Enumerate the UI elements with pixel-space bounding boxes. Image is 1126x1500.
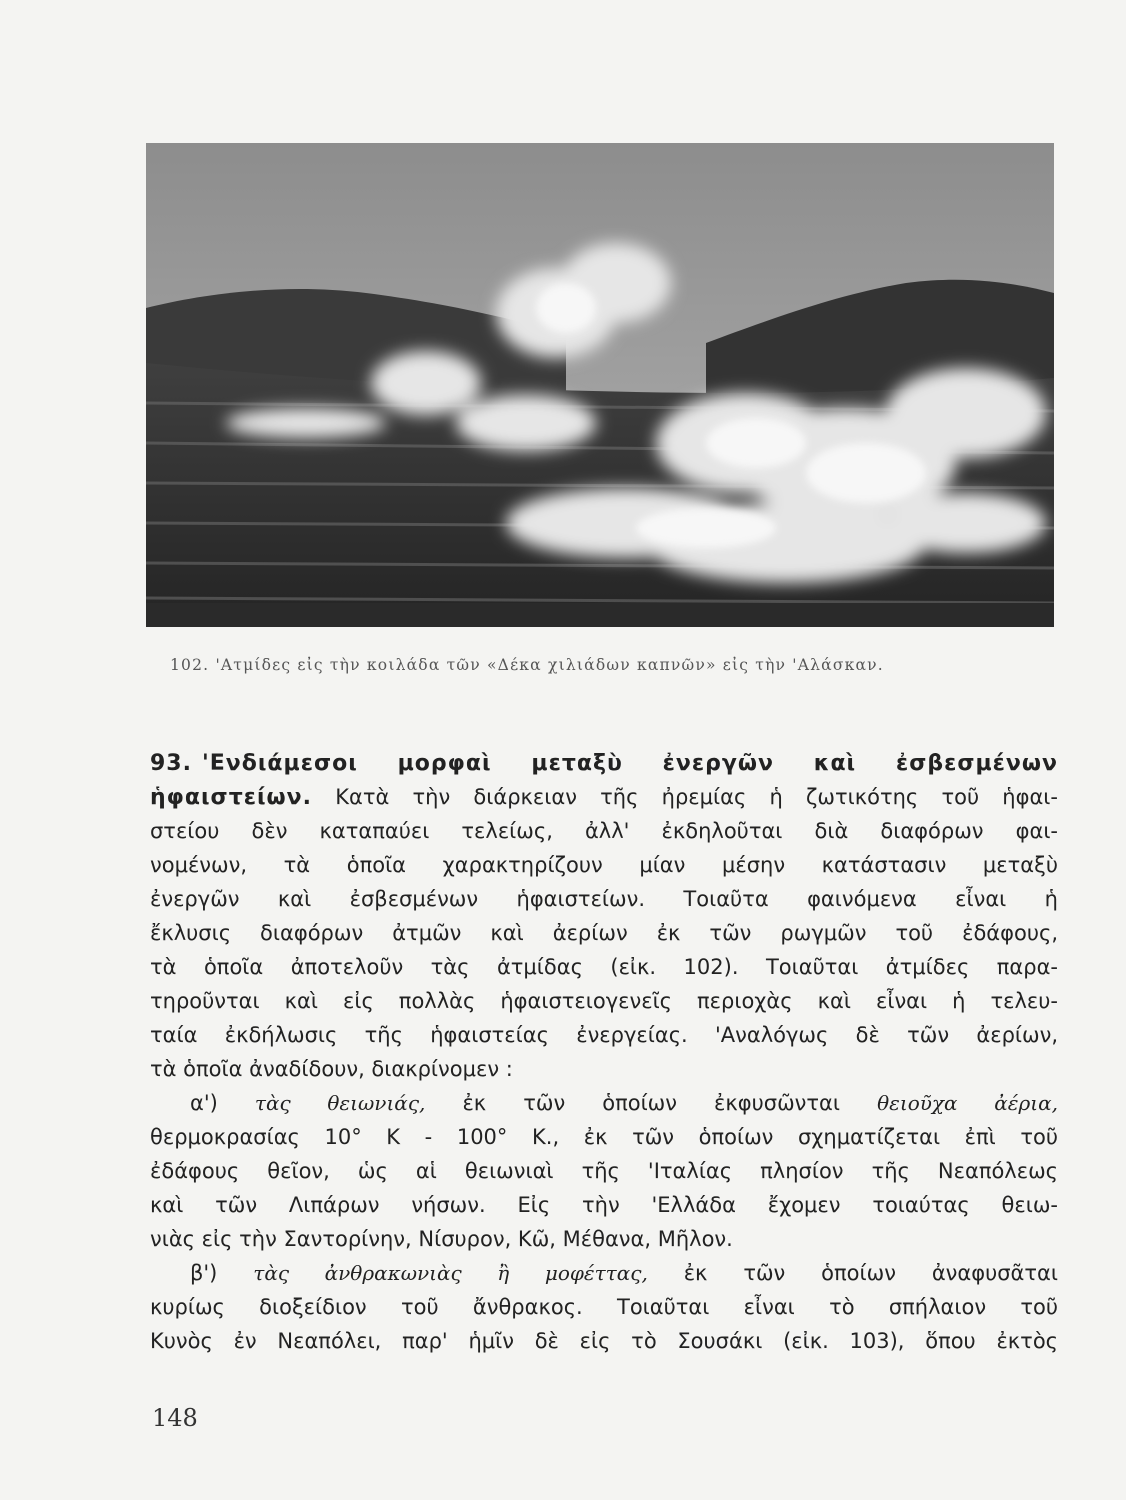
paragraph-start: Κατὰ τὴν διάρκειαν τῆς ἠρεμίας ἡ ζωτικότης τοῦ ἡφαι- xyxy=(335,785,1058,809)
list-item-a xyxy=(150,1086,1058,1120)
paragraph-line: τὰ ὁποῖα ἀναδίδουν, διακρίνομεν : xyxy=(150,1057,513,1081)
paragraph-line: ἔκλυσις διαφόρων ἀτμῶν καὶ ἀερίων ἐκ τῶν ρωγμῶν τοῦ ἐδάφους, xyxy=(150,921,1058,945)
item-a-text: ἐκ τῶν ὁποίων ἐκφυσῶνται xyxy=(462,1091,841,1115)
section-title: 'Ενδιάμεσοι μορφαὶ μεταξὺ ἐνεργῶν καὶ ἐσβεσμένων xyxy=(201,751,1058,776)
page-number: 148 xyxy=(152,1404,198,1432)
volcanic-fumaroles-photo xyxy=(146,143,1054,627)
body-text xyxy=(150,746,1058,1358)
list-item-b xyxy=(150,1256,1058,1290)
item-a-term: τὰς θειωνιάς, xyxy=(254,1091,426,1115)
paragraph-line: ταία ἐκδήλωσις τῆς ἡφαιστείας ἐνεργείας. 'Αναλόγως δὲ τῶν ἀερίων, xyxy=(150,1023,1058,1047)
paragraph-line: νομένων, τὰ ὁποῖα χαρακτηρίζουν μίαν μέσην κατάστασιν μεταξὺ xyxy=(150,853,1058,877)
section-title-end: ἡφαιστείων. xyxy=(150,785,313,810)
paragraph-line: Κυνὸς ἐν Νεαπόλει, παρ' ἡμῖν δὲ εἰς τὸ Σουσάκι (εἰκ. 103), ὅπου ἐκτὸς xyxy=(150,1329,1058,1353)
figure-caption: 102. 'Ατμίδες εἰς τὴν κοιλάδα τῶν «Δέκα χιλιάδων καπνῶν» εἰς τὴν 'Αλάσκαν. xyxy=(170,656,884,674)
paragraph-line: θερμοκρασίας 10° Κ - 100° Κ., ἐκ τῶν ὁποίων σχηματίζεται ἐπὶ τοῦ xyxy=(150,1125,1058,1149)
item-b-text: ἐκ τῶν ὁποίων ἀναφυσᾶται xyxy=(683,1261,1058,1285)
item-b-label: β') xyxy=(190,1261,218,1285)
section-number: 93. xyxy=(150,751,192,776)
item-a-label: α') xyxy=(190,1091,218,1115)
paragraph-line: στείου δὲν καταπαύει τελείως, ἀλλ' ἐκδηλοῦται διὰ διαφόρων φαι- xyxy=(150,819,1058,843)
paragraph-line: ἐδάφους θεῖον, ὡς αἱ θειωνιαὶ τῆς 'Ιταλίας πλησίον τῆς Νεαπόλεως xyxy=(150,1159,1058,1183)
paragraph-line: καὶ τῶν Λιπάρων νήσων. Εἰς τὴν 'Ελλάδα ἔχομεν τοιαύτας θειω- xyxy=(150,1193,1058,1217)
paragraph-line xyxy=(150,780,1058,814)
item-b-term: τὰς ἀνθρακωνιὰς ἢ μοφέττας, xyxy=(253,1261,648,1285)
paragraph-line: τὰ ὁποῖα ἀποτελοῦν τὰς ἀτμίδας (εἰκ. 102). Τοιαῦται ἀτμίδες παρα- xyxy=(150,955,1058,979)
paragraph-line: κυρίως διοξείδιον τοῦ ἄνθρακος. Τοιαῦται εἶναι τὸ σπήλαιον τοῦ xyxy=(150,1295,1058,1319)
paragraph-line: νιὰς εἰς τὴν Σαντορίνην, Νίσυρον, Κῶ, Μέθανα, Μῆλον. xyxy=(150,1227,733,1251)
section-heading xyxy=(150,746,1058,780)
paragraph-line: τηροῦνται καὶ εἰς πολλὰς ἡφαιστειογενεῖς περιοχὰς καὶ εἶναι ἡ τελευ- xyxy=(150,989,1058,1013)
paragraph-line: ἐνεργῶν καὶ ἐσβεσμένων ἡφαιστείων. Τοιαῦτα φαινόμενα εἶναι ἡ xyxy=(150,887,1058,911)
item-a-term2: θειοῦχα ἀέρια, xyxy=(877,1091,1058,1115)
